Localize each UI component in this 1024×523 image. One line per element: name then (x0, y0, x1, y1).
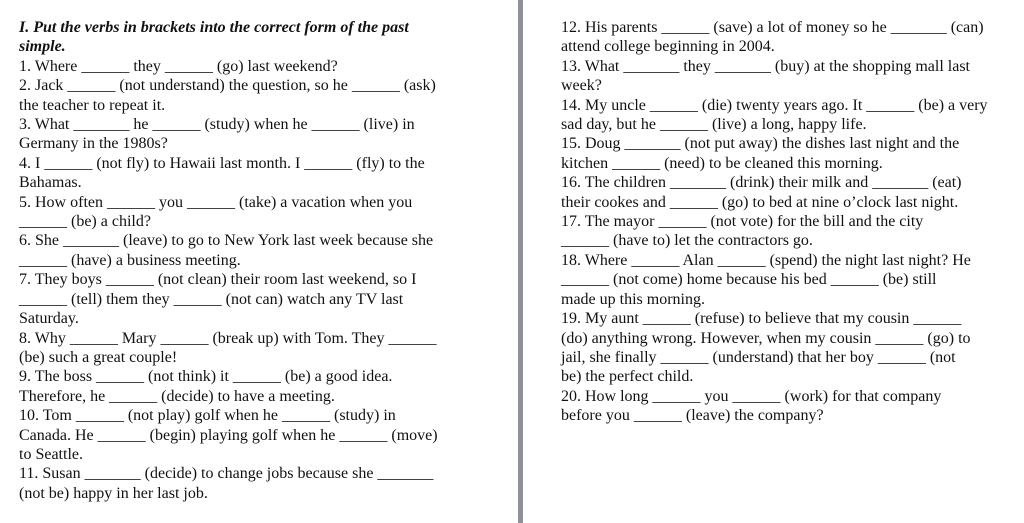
exercise-line: the teacher to repeat it. (19, 96, 166, 114)
left-exercise-list (19, 57, 479, 503)
left-column (19, 18, 479, 503)
exercise-line: ______ (have) a business meeting. (19, 251, 241, 269)
exercise-line: Saturday. (19, 310, 79, 328)
exercise-line: (not be) happy in her last job. (19, 484, 208, 502)
exercise-line: be) the perfect child. (561, 368, 694, 386)
exercise-line: (do) anything wrong. However, when my cousin ______ (go) to (561, 329, 971, 347)
right-column (561, 18, 1021, 426)
exercise-line: 7. They boys ______ (not clean) their room last weekend, so I (19, 271, 417, 289)
exercise-line: 6. She _______ (leave) to go to New York last week because she (19, 232, 434, 250)
exercise-line: 13. What _______ they _______ (buy) at the shopping mall last (561, 57, 970, 75)
exercise-line: ______ (have to) let the contractors go. (561, 232, 813, 250)
exercise-line: 11. Susan _______ (decide) to change jobs because she _______ (19, 465, 434, 483)
exercise-line: sad day, but he ______ (live) a long, happy life. (561, 116, 867, 134)
exercise-line: kitchen ______ (need) to be cleaned this morning. (561, 154, 883, 172)
exercise-line: before you ______ (leave) the company? (561, 407, 824, 425)
exercise-line: 2. Jack ______ (not understand) the question, so he ______ (ask) (19, 77, 436, 95)
exercise-line: 4. I ______ (not fly) to Hawaii last month. I ______ (fly) to the (19, 154, 425, 172)
exercise-line: 17. The mayor ______ (not vote) for the bill and the city (561, 213, 924, 231)
exercise-line: 10. Tom ______ (not play) golf when he ______ (study) in (19, 407, 396, 425)
exercise-line: 16. The children _______ (drink) their milk and _______ (eat) (561, 174, 962, 192)
exercise-line: ______ (tell) them they ______ (not can) watch any TV last (19, 290, 404, 308)
exercise-line: Canada. He ______ (begin) playing golf when he ______ (move) (19, 426, 438, 444)
exercise-line: 9. The boss ______ (not think) it ______ (be) a good idea. (19, 368, 393, 386)
exercise-line: ______ (be) a child? (19, 213, 151, 231)
exercise-line: Bahamas. (19, 174, 82, 192)
exercise-line: 8. Why ______ Mary ______ (break up) with Tom. They ______ (19, 329, 437, 347)
exercise-line: ______ (not come) home because his bed ______ (be) still (561, 271, 937, 289)
right-exercise-list (561, 18, 1021, 426)
exercise-line: to Seattle. (19, 445, 83, 463)
exercise-line: (be) such a great couple! (19, 348, 178, 366)
column-divider (518, 0, 523, 523)
exercise-line: 1. Where ______ they ______ (go) last weekend? (19, 57, 338, 75)
exercise-line: 14. My uncle ______ (die) twenty years ago. It ______ (be) a very (561, 96, 988, 114)
exercise-line: attend college beginning in 2004. (561, 38, 775, 56)
exercise-line: 3. What _______ he ______ (study) when he ______ (live) in (19, 116, 415, 134)
exercise-line: 20. How long ______ you ______ (work) for that company (561, 387, 942, 405)
exercise-line: 18. Where ______ Alan ______ (spend) the night last night? He (561, 251, 971, 269)
exercise-line: 12. His parents ______ (save) a lot of money so he _______ (can) (561, 19, 984, 36)
exercise-line: 5. How often ______ you ______ (take) a vacation when you (19, 193, 413, 211)
exercise-line: 15. Doug _______ (not put away) the dishes last night and the (561, 135, 960, 153)
exercise-line: jail, she finally ______ (understand) that her boy ______ (not (561, 348, 956, 366)
exercise-line: their cookes and ______ (go) to bed at nine o’clock last night. (561, 193, 959, 211)
exercise-line: made up this morning. (561, 290, 705, 308)
exercise-line: Germany in the 1980s? (19, 135, 168, 153)
heading-line: I. Put the verbs in brackets into the correct form of the past (19, 19, 409, 36)
heading-line: simple. (19, 38, 66, 56)
exercise-line: Therefore, he ______ (decide) to have a meeting. (19, 387, 335, 405)
exercise-line: week? (561, 77, 602, 95)
exercise-heading (19, 18, 479, 57)
exercise-line: 19. My aunt ______ (refuse) to believe that my cousin ______ (561, 310, 962, 328)
